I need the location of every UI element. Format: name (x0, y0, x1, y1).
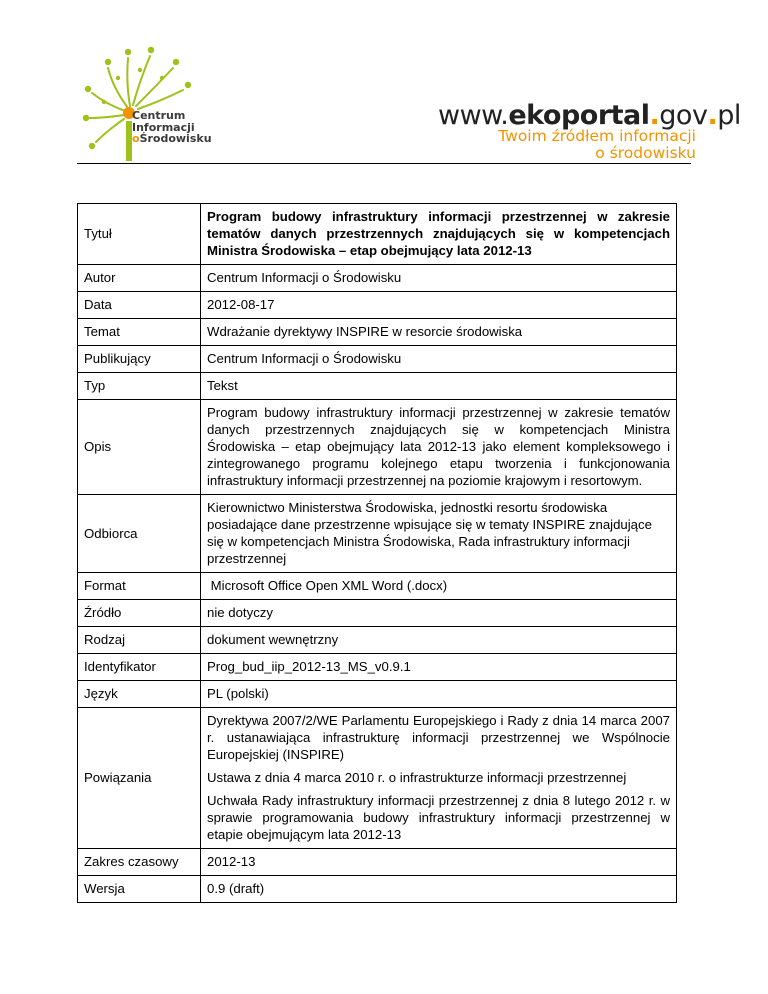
label-kind: Rodzaj (78, 627, 201, 654)
relation-1: Dyrektywa 2007/2/WE Parlamentu Europejskiego i Rady z dnia 14 marca 2007 r. ustanawiająca infrastrukturę informacji przestrzennej we Wspólnocie Europejskiej (INSPIRE) (207, 713, 670, 762)
portal-tagline (498, 128, 696, 162)
value-title: Program budowy infrastruktury informacji przestrzennej w zakresie tematów danych przestrzennych znajdujących się w kompetencjach Ministra Środowiska – etap obejmujący lata 2012-13 (201, 204, 677, 265)
label-description: Opis (78, 400, 201, 495)
row-title (78, 204, 677, 265)
relation-2: Ustawa z dnia 4 marca 2010 r. o infrastrukturze informacji przestrzennej (207, 770, 627, 785)
cio-logo-o: o (132, 132, 140, 145)
value-relations (201, 708, 677, 849)
label-version: Wersja (78, 876, 201, 903)
cio-logo-line-3 (132, 133, 212, 145)
row-format (78, 573, 677, 600)
metadata-table (77, 203, 677, 903)
row-coverage (78, 849, 677, 876)
value-date: 2012-08-17 (201, 292, 677, 319)
portal-prefix: www. (438, 100, 509, 131)
portal-sep: . (649, 100, 660, 131)
label-coverage: Zakres czasowy (78, 849, 201, 876)
row-source (78, 600, 677, 627)
row-subject (78, 319, 677, 346)
portal-tld: pl (717, 100, 741, 131)
row-audience (78, 495, 677, 573)
row-author (78, 265, 677, 292)
label-audience: Odbiorca (78, 495, 201, 573)
row-kind (78, 627, 677, 654)
row-publisher (78, 346, 677, 373)
label-publisher: Publikujący (78, 346, 201, 373)
cio-logo-line-1: Centrum (132, 109, 186, 122)
value-coverage: 2012-13 (201, 849, 677, 876)
value-publisher: Centrum Informacji o Środowisku (201, 346, 677, 373)
portal-name: ekoportal (508, 100, 650, 131)
row-language (78, 681, 677, 708)
label-author: Autor (78, 265, 201, 292)
cio-logo-text (132, 110, 212, 145)
value-language: PL (polski) (201, 681, 677, 708)
row-version (78, 876, 677, 903)
row-date (78, 292, 677, 319)
tagline-line-2: o środowisku (595, 144, 696, 162)
value-subject: Wdrażanie dyrektywy INSPIRE w resorcie środowiska (201, 319, 677, 346)
label-language: Język (78, 681, 201, 708)
header-divider (77, 163, 691, 164)
row-relations (78, 708, 677, 849)
row-description (78, 400, 677, 495)
cio-sunburst-logo (78, 38, 238, 168)
portal-domain: gov (659, 100, 708, 131)
cio-logo-line-2: Informacji (132, 120, 195, 134)
label-title: Tytuł (78, 204, 201, 265)
label-subject: Temat (78, 319, 201, 346)
relation-3: Uchwała Rady infrastruktury informacji przestrzennej z dnia 8 lutego 2012 r. w sprawie programowania budowy infrastruktury informacji przestrzennej w etapie obejmującym lata 2012-13 (207, 793, 670, 842)
label-identifier: Identyfikator (78, 654, 201, 681)
label-type: Typ (78, 373, 201, 400)
portal-sep2: . (707, 100, 718, 131)
value-format: Microsoft Office Open XML Word (.docx) (201, 573, 677, 600)
label-date: Data (78, 292, 201, 319)
value-version: 0.9 (draft) (201, 876, 677, 903)
tagline-line-1: Twoim źródłem informacji (498, 127, 696, 145)
label-format: Format (78, 573, 201, 600)
value-source: nie dotyczy (201, 600, 677, 627)
value-type: Tekst (201, 373, 677, 400)
value-author: Centrum Informacji o Środowisku (201, 265, 677, 292)
row-identifier (78, 654, 677, 681)
value-kind: dokument wewnętrzny (201, 627, 677, 654)
value-description: Program budowy infrastruktury informacji przestrzennej w zakresie tematów danych przestrzennych znajdujących się w kompetencjach Ministra Środowiska – etap obejmujący lata 2012-13 jako element kompleksowego i zintegrowanego programu kolejnego etapu tworzenia i funkcjonowania infrastruktury informacji przestrzennej na poziomie krajowym i resortowym. (201, 400, 677, 495)
value-identifier: Prog_bud_iip_2012-13_MS_v0.9.1 (201, 654, 677, 681)
cio-logo-line-3-text: Środowisku (139, 132, 212, 145)
row-type (78, 373, 677, 400)
label-source: Źródło (78, 600, 201, 627)
value-audience: Kierownictwo Ministerstwa Środowiska, jednostki resortu środowiska posiadające dane przestrzenne wpisujące się w tematy INSPIRE znajdujące się w kompetencjach Ministra Środowiska, Rada infrastruktury informacji przestrzennej (201, 495, 677, 573)
label-relations: Powiązania (78, 708, 201, 849)
